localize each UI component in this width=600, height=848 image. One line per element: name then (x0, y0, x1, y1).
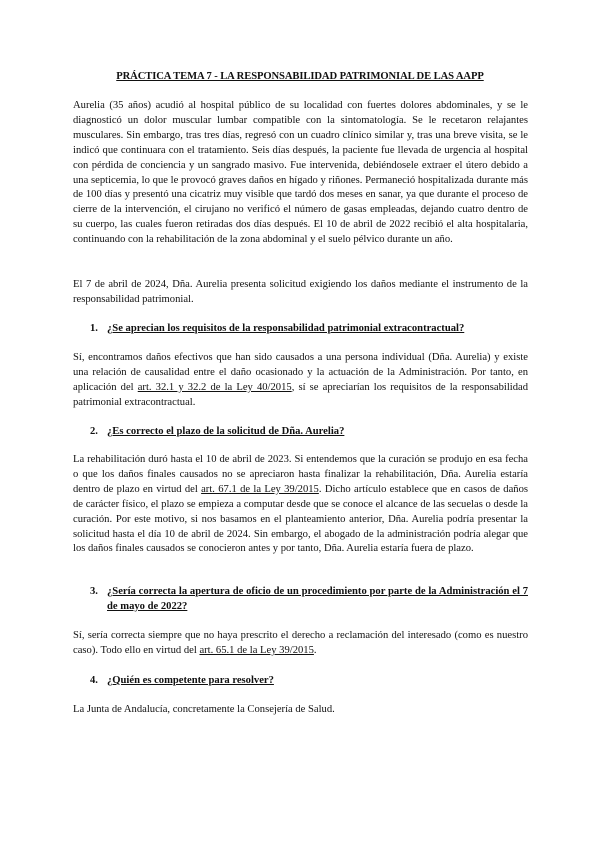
law-reference-1[interactable]: art. 32.1 y 32.2 de la Ley 40/2015 (137, 381, 292, 393)
question-4 (90, 674, 528, 689)
law-reference-2[interactable]: art. 67.1 de la Ley 39/2015 (201, 483, 319, 495)
case-statement: Aurelia (35 años) acudió al hospital público de su localidad con fuertes dolores abdominales, y se le diagnosticó un dolor muscular lumbar compatible con la sintomatología. Se le recetaron relajantes musculares. Sin embargo, tras tres días, regresó con un cuadro clínico similar y, tras una breve visita, se le indicó que continuara con el tratamiento. Seis días después, la paciente fue llevada de urgencia al hospital con pérdida de conciencia y un sangrado masivo. Fue intervenida, debiéndosele extraer el útero debido a una septicemia, lo que le provocó graves daños en hígado y riñones. Permaneció hospitalizada durante más de 100 días y presentó una cicatriz muy visible que tardó dos meses en sanar, ya que durante el proceso de cierre de la intervención, el cirujano no verificó el número de gasas empleadas, dejando cuatro dentro de su cuerpo, las cuales fueron retiradas dos días después. El 10 de abril de 2022 recibió el alta hospitalaria, continuando con la rehabilitación de la zona abdominal y el suelo pélvico durante un año. (73, 100, 528, 246)
question-3-text: ¿Sería correcta la apertura de oficio de un procedimiento por parte de la Administración el 7 de mayo de 2022? (107, 586, 528, 612)
answer-3 (73, 629, 528, 659)
question-2-text: ¿Es correcto el plazo de la solicitud de Dña. Aurelia? (107, 426, 345, 437)
question-2 (90, 425, 528, 440)
law-reference-3[interactable]: art. 65.1 de la Ley 39/2015 (199, 644, 314, 656)
answer-4: La Junta de Andalucía, concretamente la Consejería de Salud. (73, 704, 335, 715)
answer-1-text-start: Sí, encontramos daños efectivos que han sido causados a una persona individual (Dña. Aurelia) y existe una relación de causalidad entre el daño ocasionado y la actuación de la Administración. Por tanto, en aplicación del (73, 352, 528, 393)
question-4-text: ¿Quién es competente para resolver? (107, 675, 274, 686)
question-1-number: 1. (90, 323, 98, 334)
question-3-number: 3. (90, 586, 98, 597)
answer-1 (73, 351, 528, 411)
answer-2-text-start: La rehabilitación duró hasta el 10 de abril de 2023. Si entendemos que la curación se produjo en esa fecha o que los daños finales causados no se apreciaron hasta finalizar la rehabilitación, Dña. Aurelia estaría dentro de plazo en virtud del (73, 454, 528, 495)
request-paragraph: El 7 de abril de 2024, Dña. Aurelia presenta solicitud exigiendo los daños mediante el instrumento de la responsabilidad patrimonial. (73, 279, 528, 305)
question-4-number: 4. (90, 675, 98, 686)
answer-2-text-end: . Dicho artículo establece que en casos de daños de carácter físico, el plazo se empieza a computar desde que se conoce el alcance de las secuelas o desde la curación. Por este motivo, si nos basamos en el planteamiento anterior, Dña. Aurelia podría presentar la solicitud hasta el día 10 de abril de 2024. Sin embargo, el abogado de la administración podría alegar que los daños finales causados se conocieron antes y por tanto, Dña. Aurelia estaría fuera de plazo. (73, 483, 528, 555)
answer-1-text-end: , sí se apreciarían los requisitos de la responsabilidad patrimonial extracontractual. (73, 381, 528, 408)
question-1-text: ¿Se aprecian los requisitos de la responsabilidad patrimonial extracontractual? (107, 323, 465, 334)
question-2-number: 2. (90, 426, 98, 437)
answer-3-text-end: . (313, 644, 317, 656)
document-title: PRÁCTICA TEMA 7 - LA RESPONSABILIDAD PATRIMONIAL DE LAS AAPP (116, 71, 484, 82)
question-3 (90, 585, 528, 615)
answer-3-text-start: Sí, sería correcta siempre que no haya prescrito el derecho a reclamación del interesado (como es nuestro caso). Todo ello en virtud del (73, 630, 528, 656)
answer-2 (73, 453, 528, 557)
question-1 (90, 322, 528, 337)
